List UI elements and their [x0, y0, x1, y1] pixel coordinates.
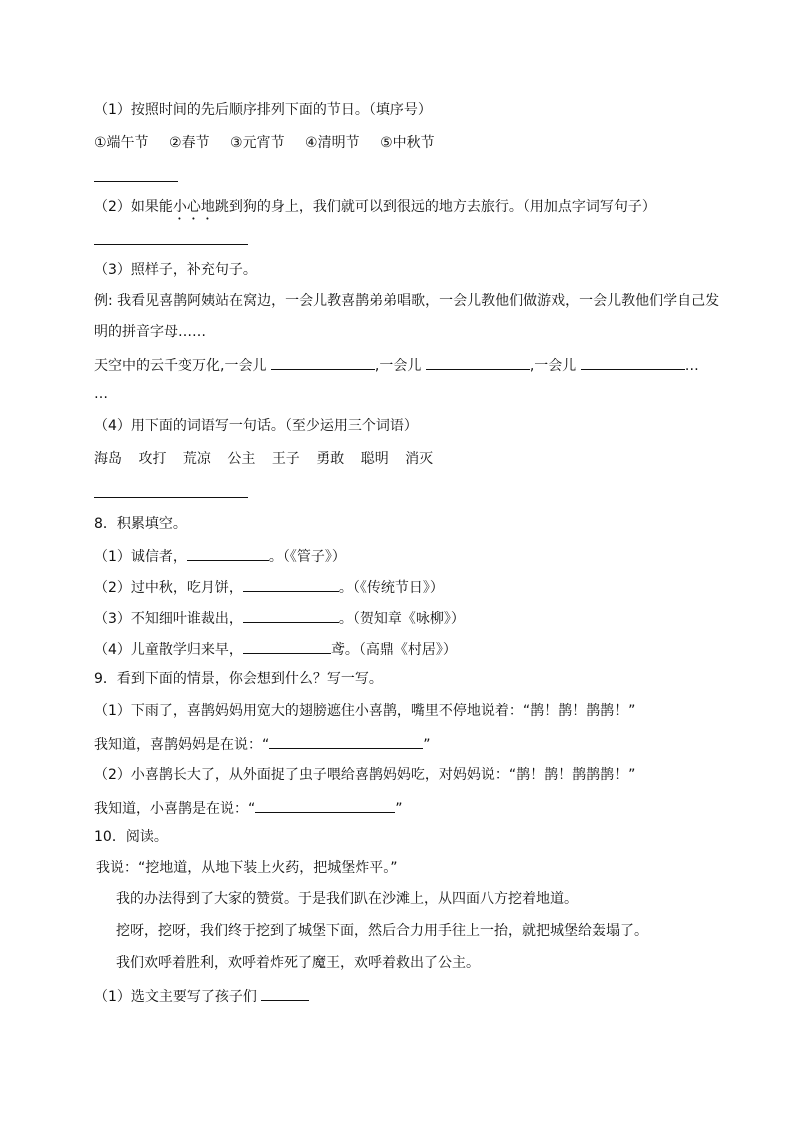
q8-item-3: （3）不知细叶谁裁出， 。（贺知章《咏柳》）: [94, 608, 465, 628]
q10-blank-1[interactable]: [261, 986, 309, 1001]
word-1: 海岛: [94, 451, 122, 467]
q9-blank-2[interactable]: [255, 798, 395, 813]
fill-blank-3[interactable]: [581, 355, 685, 370]
q7-sub3-ellipsis: …: [94, 386, 108, 402]
word-4: 公主: [227, 451, 256, 467]
word-3: 荒凉: [182, 451, 211, 467]
q8-blank-2[interactable]: [243, 577, 339, 592]
word-7: 聪明: [360, 451, 389, 467]
option-4: ④清明节: [305, 135, 360, 151]
q9-scene-1: （1）下雨了，喜鹊妈妈用宽大的翅膀遮住小喜鹊，嘴里不停地说着：“鹊！鹊！鹊鹊！”: [94, 703, 636, 719]
q7-sub4-prompt: （4）用下面的词语写一句话。（至少运用三个词语）: [94, 418, 418, 434]
word-2: 攻打: [138, 451, 167, 467]
q10-sub1: （1）选文主要写了孩子们: [94, 986, 309, 1006]
q9-blank-1[interactable]: [269, 734, 423, 749]
option-5: ⑤中秋节: [380, 135, 435, 151]
q7-sub2-answer-line[interactable]: [94, 244, 248, 245]
fill-blank-1[interactable]: [271, 355, 375, 370]
q7-sub2-prompt: （2）如果能小心地跳到狗的身上，我们就可以到很远的地方去旅行。（用加点字词写句子）: [94, 199, 656, 215]
q8-item-1: （1）诚信者， 。（《管子》）: [94, 546, 346, 566]
q7-sub1-answer-line[interactable]: [94, 181, 178, 182]
q10-paragraph-2: 我的办法得到了大家的赞赏。于是我们趴在沙滩上，从四面八方挖着地道。: [116, 891, 578, 907]
q8-item-2: （2）过中秋，吃月饼， 。（《传统节日》）: [94, 577, 444, 597]
q10-paragraph-3: 挖呀，挖呀，我们终于挖到了城堡下面，然后合力用手往上一抬，就把城堡给轰塌了。: [116, 923, 648, 939]
q9-title: 9．看到下面的情景，你会想到什么？写一写。: [94, 671, 383, 687]
q7-sub3-prompt: （3）照样子，补充句子。: [94, 262, 257, 278]
word-6: 勇敢: [316, 451, 345, 467]
emphasized-words: 小心地: [172, 199, 215, 215]
q7-sub3-example-line1: 例: 我看见喜鹊阿姨站在窝边，一会儿教喜鹊弟弟唱歌，一会儿教他们做游戏，一会儿教他们学自己发: [94, 293, 720, 309]
q7-sub4-words: [94, 450, 445, 468]
q7-sub4-answer-line[interactable]: [94, 497, 248, 498]
q8-title: 8．积累填空。: [94, 516, 187, 532]
fill-blank-2[interactable]: [426, 355, 530, 370]
q8-blank-4[interactable]: [243, 639, 331, 654]
q8-blank-1[interactable]: [187, 546, 269, 561]
q7-sub3-example-line2: 明的拼音字母……: [94, 324, 206, 340]
word-8: 消灭: [405, 451, 434, 467]
q7-sub3-fill-line: 天空中的云千变万化,一会儿 ,一会儿 ,一会儿 …: [94, 355, 699, 375]
q9-scene-2: （2）小喜鹊长大了，从外面捉了虫子喂给喜鹊妈妈吃，对妈妈说：“鹊！鹊！鹊鹊鹊！”: [94, 767, 636, 783]
q10-title: 10．阅读。: [94, 829, 168, 845]
q7-sub1-prompt: （1）按照时间的先后顺序排列下面的节日。（填序号）: [94, 102, 432, 118]
word-5: 王子: [271, 451, 300, 467]
q10-paragraph-1: 我说：“挖地道，从地下装上火药，把城堡炸平。”: [96, 860, 398, 876]
option-1: ①端午节: [94, 135, 149, 151]
q10-paragraph-4: 我们欢呼着胜利，欢呼着炸死了魔王，欢呼着救出了公主。: [116, 955, 480, 971]
option-3: ③元宵节: [230, 135, 285, 151]
q7-sub1-options: [94, 134, 451, 152]
q8-item-4: （4）儿童散学归来早， 鸢。（高鼎《村居》）: [94, 639, 457, 659]
q9-answer-2: 我知道，小喜鹊是在说：“ ”: [94, 798, 403, 818]
q9-answer-1: 我知道，喜鹊妈妈是在说：“ ”: [94, 734, 431, 754]
option-2: ②春节: [169, 135, 210, 151]
q8-blank-3[interactable]: [243, 608, 339, 623]
